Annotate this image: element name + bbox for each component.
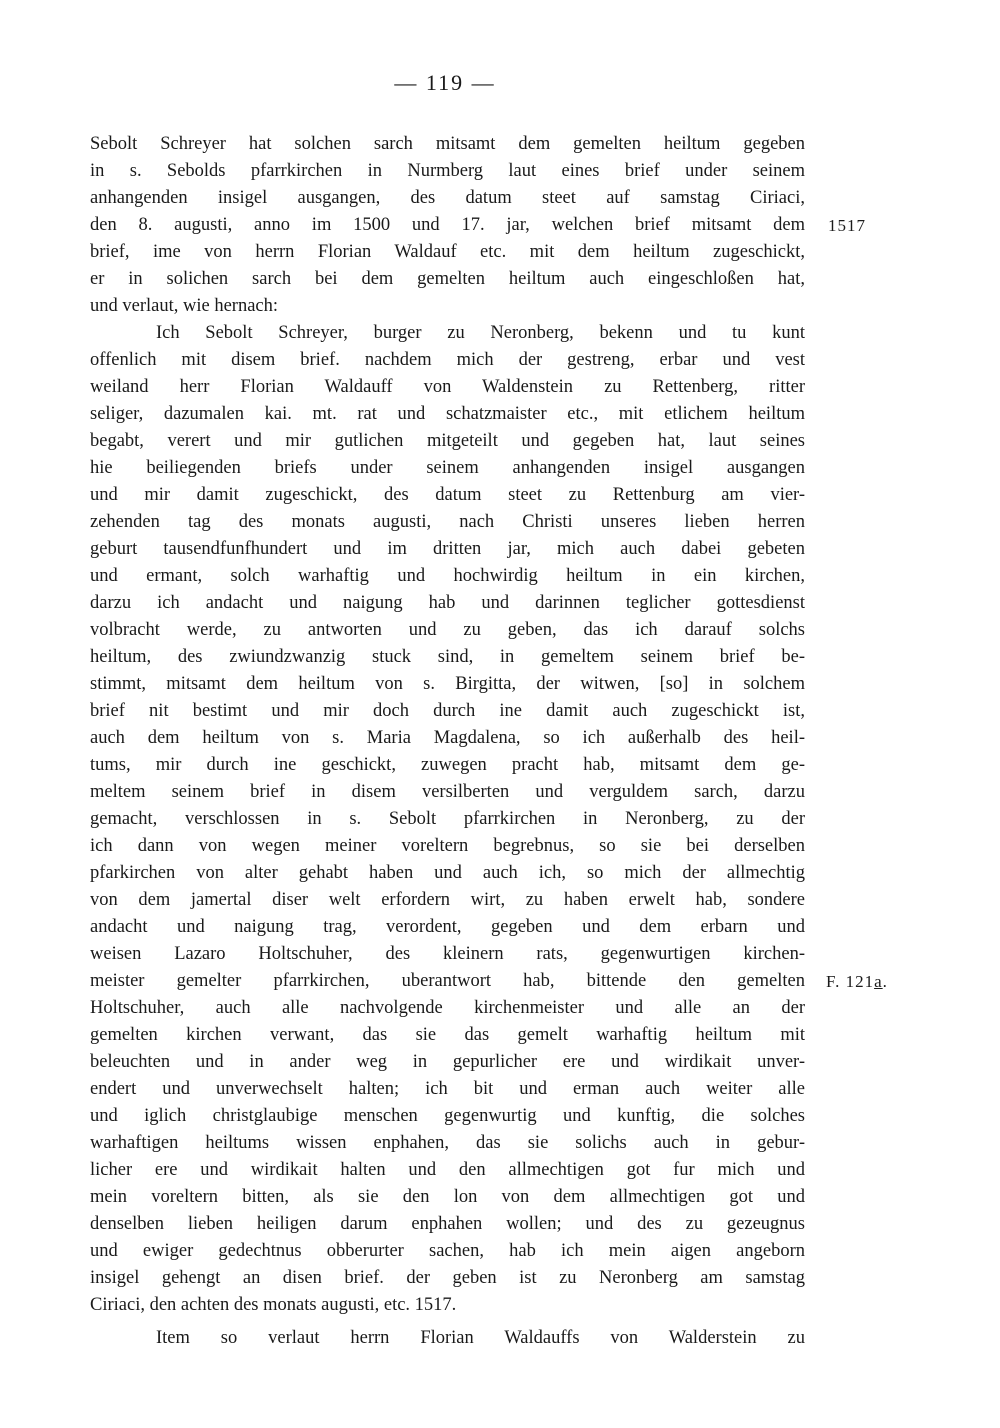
- text-line: Ciriaci, den achten des monats augusti, etc. 1517.: [90, 1295, 457, 1315]
- text-line: den 8. augusti, anno im 1500 und 17. jar, welchen brief mitsamt dem: [90, 215, 805, 235]
- text-line: licher ere und wirdikait halten und den allmechtigen got fur mich und: [90, 1160, 805, 1180]
- text-line: und ewiger gedechtnus obberurter sachen, hab ich mein aigen angeborn: [90, 1241, 805, 1261]
- text-line: brief, ime von herrn Florian Waldauf etc. mit dem heiltum zugeschickt,: [90, 242, 805, 262]
- text-line: endert und unverwechselt halten; ich bit und erman auch weiter alle: [90, 1079, 805, 1099]
- text-line: denselben lieben heiligen darum enphahen wollen; und des zu gezeugnus: [90, 1214, 805, 1234]
- folio-end: .: [882, 972, 888, 991]
- text-line: Holtschuher, auch alle nachvolgende kirchenmeister und alle an der: [90, 998, 805, 1018]
- text-line: von dem jamertal diser welt erfordern wirt, zu haben erwelt hab, sondere: [90, 890, 805, 910]
- margin-note-year: 1517: [828, 216, 866, 235]
- text-line: darzu ich andacht und naigung hab und darinnen teglicher gottesdienst: [90, 593, 805, 613]
- text-line: meltem seinem brief in disem versilberten und verguldem sarch, darzu: [90, 782, 805, 802]
- text-line: und ermant, solch warhaftig und hochwirdig heiltum in ein kirchen,: [90, 566, 805, 586]
- text-line: warhaftigen heiltums wissen enphahen, das sie solichs auch in gebur-: [90, 1133, 805, 1153]
- text-line: stimmt, mitsamt dem heiltum von s. Birgitta, der witwen, [so] in solchem: [90, 674, 805, 694]
- text-line: brief nit bestimt und mir doch durch ine damit auch zugeschickt ist,: [90, 701, 805, 721]
- text-line: meister gemelter pfarrkirchen, uberantwort hab, bittende den gemelten: [90, 971, 805, 991]
- text-line: und verlaut, wie hernach:: [90, 296, 279, 316]
- text-line: Ich Sebolt Schreyer, burger zu Neronberg, bekenn und tu kunt: [156, 323, 805, 343]
- text-line: weiland herr Florian Waldauff von Waldenstein zu Rettenberg, ritter: [90, 377, 805, 397]
- text-line: tums, mir durch ine geschickt, zuwegen pracht hab, mitsamt dem ge-: [90, 755, 805, 775]
- text-line: Sebolt Schreyer hat solchen sarch mitsamt dem gemelten heiltum gegeben: [90, 134, 805, 154]
- text-line: pfarkirchen von alter gehabt haben und auch ich, so mich der allmechtig: [90, 863, 805, 883]
- text-line: gemelten kirchen verwant, das sie das gemelt warhaftig heiltum mit: [90, 1025, 805, 1045]
- folio-suffix: a: [874, 972, 883, 991]
- text-line: beleuchten und in ander weg in gepurlicher ere und wirdikait unver-: [90, 1052, 805, 1072]
- text-line: und iglich christglaubige menschen gegenwurtig und kunftig, die solches: [90, 1106, 805, 1126]
- text-line: ich dann von wegen meiner voreltern begrebnus, so sie bei derselben: [90, 836, 805, 856]
- text-line: er in solichen sarch bei dem gemelten heiltum auch eingeschloßen hat,: [90, 269, 805, 289]
- text-line: begabt, verert und mir gutlichen mitgeteilt und gegeben hat, laut seines: [90, 431, 805, 451]
- text-line: in s. Sebolds pfarrkirchen in Nurmberg laut eines brief under seinem: [90, 161, 805, 181]
- text-line: geburt tausendfunfhundert und im dritten jar, mich auch dabei gebeten: [90, 539, 805, 559]
- folio-prefix: F. 121: [826, 972, 875, 991]
- text-line: andacht und naigung trag, verordent, gegeben und dem erbarn und: [90, 917, 805, 937]
- text-line: und mir damit zugeschickt, des datum steet zu Rettenburg am vier-: [90, 485, 805, 505]
- text-line: hie beiliegenden briefs under seinem anhangenden insigel ausgangen: [90, 458, 805, 478]
- text-line: volbracht werde, zu antworten und zu geben, das ich darauf solchs: [90, 620, 805, 640]
- text-line: insigel gehengt an disen brief. der geben ist zu Neronberg am samstag: [90, 1268, 805, 1288]
- text-line: gemacht, verschlossen in s. Sebolt pfarrkirchen in Neronberg, zu der: [90, 809, 805, 829]
- text-line: mein voreltern bitten, als sie den lon von dem allmechtigen got und: [90, 1187, 805, 1207]
- text-line: heiltum, des zwiundzwanzig stuck sind, in gemeltem seinem brief be-: [90, 647, 805, 667]
- text-line: weisen Lazaro Holtschuher, des kleinern rats, gegenwurtigen kirchen-: [90, 944, 805, 964]
- text-line: zehenden tag des monats augusti, nach Christi unseres lieben herren: [90, 512, 805, 532]
- text-line: seliger, dazumalen kai. mt. rat und schatzmaister etc., mit etlichem heiltum: [90, 404, 805, 424]
- margin-note-folio: [826, 972, 888, 992]
- text-line: anhangenden insigel ausgangen, des datum steet auf samstag Ciriaci,: [90, 188, 805, 208]
- text-line: auch dem heiltum von s. Maria Magdalena, so ich außerhalb des heil-: [90, 728, 805, 748]
- text-line: offenlich mit disem brief. nachdem mich der gestreng, erbar und vest: [90, 350, 805, 370]
- text-line: Item so verlaut herrn Florian Waldauffs von Walderstein zu: [156, 1328, 805, 1348]
- page-number: — 119 —: [394, 70, 496, 95]
